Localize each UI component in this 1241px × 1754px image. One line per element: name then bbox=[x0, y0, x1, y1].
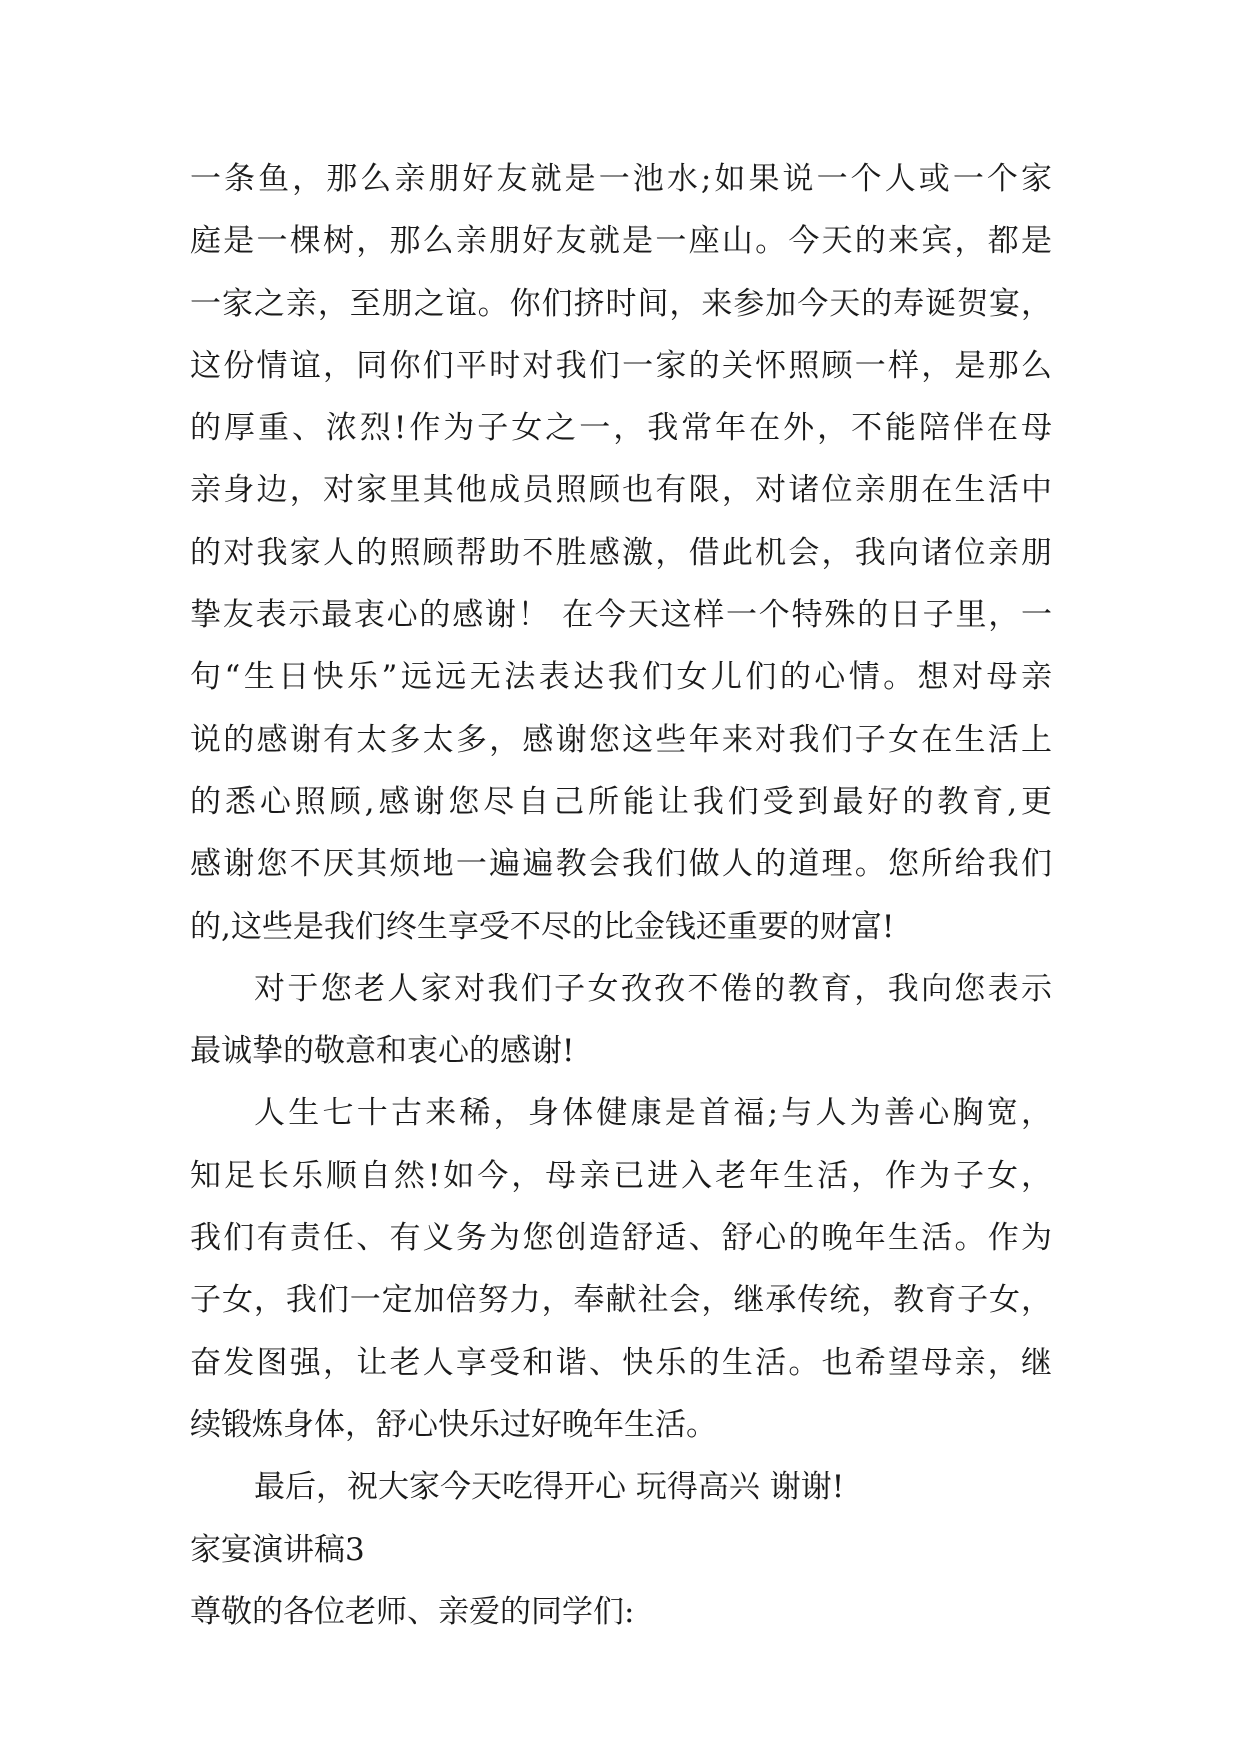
text-line: 亲身边，对家里其他成员照顾也有限，对诸位亲朋在生活中 bbox=[190, 472, 1052, 509]
text-line: 最后，祝大家今天吃得开心 玩得高兴 谢谢! bbox=[254, 1469, 845, 1506]
text-line: 挚友表示最衷心的感谢！ 在今天这样一个特殊的日子里，一 bbox=[190, 597, 1052, 634]
text-line: 我们有责任、有义务为您创造舒适、舒心的晚年生活。作为 bbox=[190, 1220, 1052, 1257]
text-line: 这份情谊，同你们平时对我们一家的关怀照顾一样，是那么 bbox=[190, 347, 1052, 384]
salutation: 尊敬的各位老师、亲爱的同学们: bbox=[190, 1593, 635, 1630]
text-line: 的对我家人的照顾帮助不胜感激，借此机会，我向诸位亲朋 bbox=[190, 534, 1052, 571]
document-body bbox=[190, 148, 1052, 1643]
text-line: 知足长乐顺自然!如今，母亲已进入老年生活，作为子女， bbox=[190, 1157, 1052, 1194]
text-line: 句“生日快乐”远远无法表达我们女儿们的心情。想对母亲 bbox=[190, 659, 1052, 696]
text-line: 子女，我们一定加倍努力，奉献社会，继承传统，教育子女， bbox=[190, 1282, 1052, 1319]
paragraph bbox=[190, 1082, 1052, 1456]
text-line: 奋发图强，让老人享受和谐、快乐的生活。也希望母亲，继 bbox=[190, 1344, 1052, 1381]
text-line: 一条鱼，那么亲朋好友就是一池水;如果说一个人或一个家 bbox=[190, 161, 1052, 197]
text-line: 的厚重、浓烈!作为子女之一，我常年在外，不能陪伴在母 bbox=[190, 410, 1052, 447]
text-line: 的悉心照顾,感谢您尽自己所能让我们受到最好的教育,更 bbox=[190, 783, 1052, 820]
paragraph bbox=[190, 1456, 1052, 1518]
paragraph bbox=[190, 148, 1052, 958]
text-line: 续锻炼身体，舒心快乐过好晚年生活。 bbox=[190, 1406, 717, 1443]
section-title: 家宴演讲稿3 bbox=[190, 1531, 365, 1568]
text-line: 对于您老人家对我们子女孜孜不倦的教育，我向您表示 bbox=[254, 970, 1052, 1007]
text-line: 最诚挚的敬意和衷心的感谢! bbox=[190, 1033, 575, 1070]
text-line: 的,这些是我们终生享受不尽的比金钱还重要的财富! bbox=[190, 908, 895, 945]
text-line: 感谢您不厌其烦地一遍遍教会我们做人的道理。您所给我们 bbox=[190, 846, 1052, 883]
text-line: 一家之亲，至朋之谊。你们挤时间，来参加今天的寿诞贺宴， bbox=[190, 285, 1052, 322]
paragraph bbox=[190, 958, 1052, 1083]
text-line: 人生七十古来稀，身体健康是首福;与人为善心胸宽， bbox=[254, 1095, 1052, 1132]
text-line: 庭是一棵树，那么亲朋好友就是一座山。今天的来宾，都是 bbox=[190, 223, 1052, 260]
text-line: 说的感谢有太多太多，感谢您这些年来对我们子女在生活上 bbox=[190, 721, 1052, 758]
